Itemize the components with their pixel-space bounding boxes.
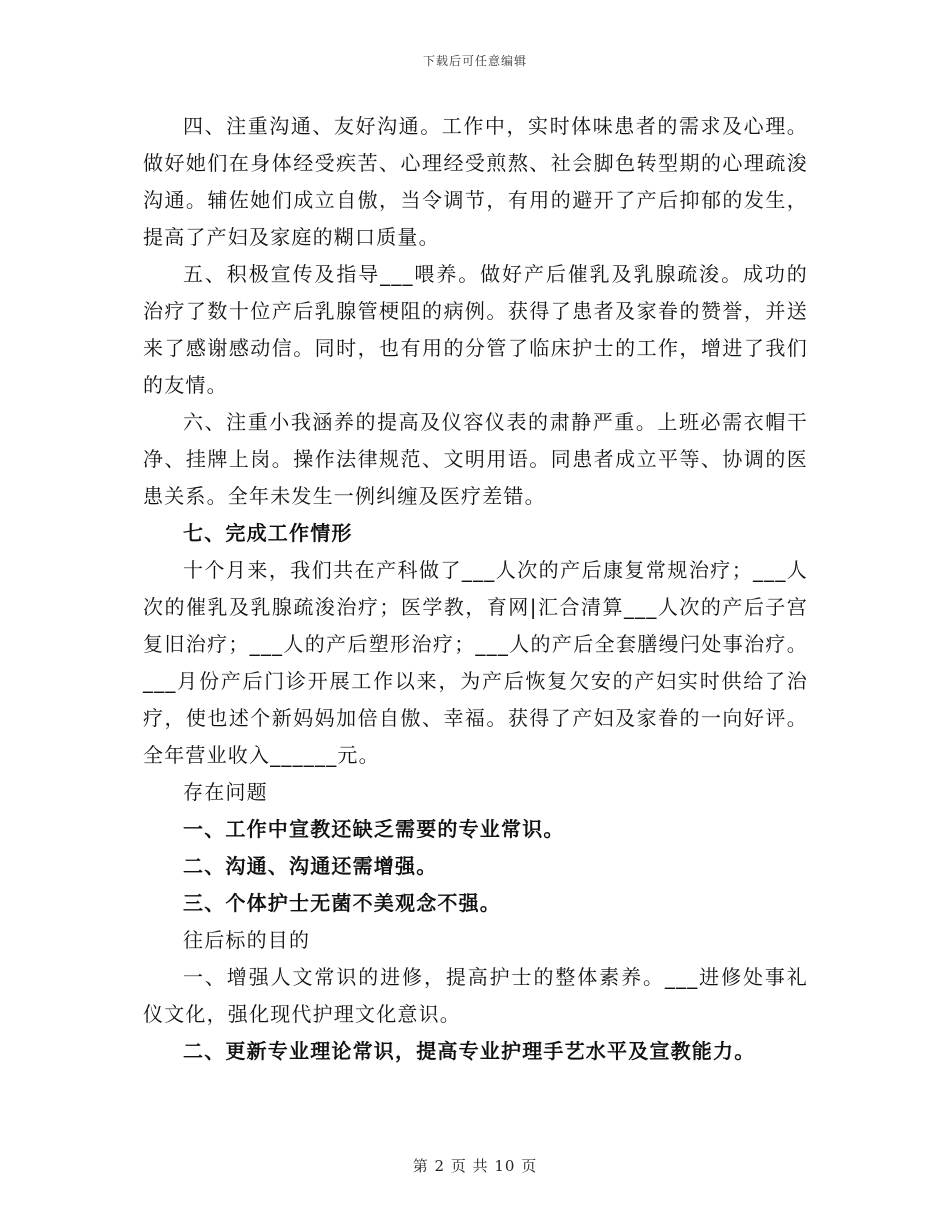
- page-footer: 第 2 页 共 10 页: [412, 1157, 538, 1175]
- problem-item-3: 三、个体护士无菌不美观念不强。: [183, 891, 501, 915]
- goal-item-1: 一、增强人文常识的进修，提高护士的整体素养。___进修处事礼仪文化，强化现代护理文化意识。: [143, 965, 808, 1026]
- document-body: [143, 108, 808, 1070]
- paragraph-feeding-guidance: 五、积极宣传及指导___喂养。做好产后催乳及乳腺疏浚。成功的治疗了数十位产后乳腺管梗阻的病例。获得了患者及家眷的赞誉，并送来了感谢感动信。同时，也有用的分管了临床护士的工作，增进了我们的友情。: [143, 262, 808, 397]
- problem-item-1: 一、工作中宣教还缺乏需要的专业常识。: [183, 817, 565, 841]
- paragraph-personal-cultivation: 六、注重小我涵养的提高及仪容仪表的肃静严重。上班必需衣帽干净、挂牌上岗。操作法律规范、文明用语。同患者成立平等、协调的医患关系。全年未发生一例纠缠及医疗差错。: [143, 410, 808, 508]
- section-heading-work-completion: 七、完成工作情形: [183, 521, 353, 545]
- goal-item-2: 二、更新专业理论常识，提高专业护理手艺水平及宣教能力。: [183, 1039, 756, 1063]
- page-header: 下载后可任意编辑: [422, 54, 527, 68]
- paragraph-communication: 四、注重沟通、友好沟通。工作中，实时体味患者的需求及心理。做好她们在身体经受疾苦、心理经受煎熬、社会脚色转型期的心理疏浚沟通。辅佐她们成立自傲，当令调节，有用的避开了产后抑郁的发生，提高了产妇及家庭的糊口质量。: [143, 114, 808, 249]
- section-heading-goals: 往后标的目的: [183, 928, 311, 952]
- section-heading-problems: 存在问题: [183, 780, 268, 804]
- paragraph-work-completion: 十个月来，我们共在产科做了___人次的产后康复常规治疗；___人次的催乳及乳腺疏浚治疗；医学教，育网|汇合清算___人次的产后子宫复旧治疗；___人的产后塑形治疗；___人的产后全套膳缦闩处事治疗。___月份产后门诊开展工作以来，为产后恢复欠安的产妇实时供给了治疗，使也述个新妈妈加倍自傲、幸福。获得了产妇及家眷的一向好评。全年营业收入______元。: [143, 558, 808, 767]
- problem-item-2: 二、沟通、沟通还需增强。: [183, 854, 438, 878]
